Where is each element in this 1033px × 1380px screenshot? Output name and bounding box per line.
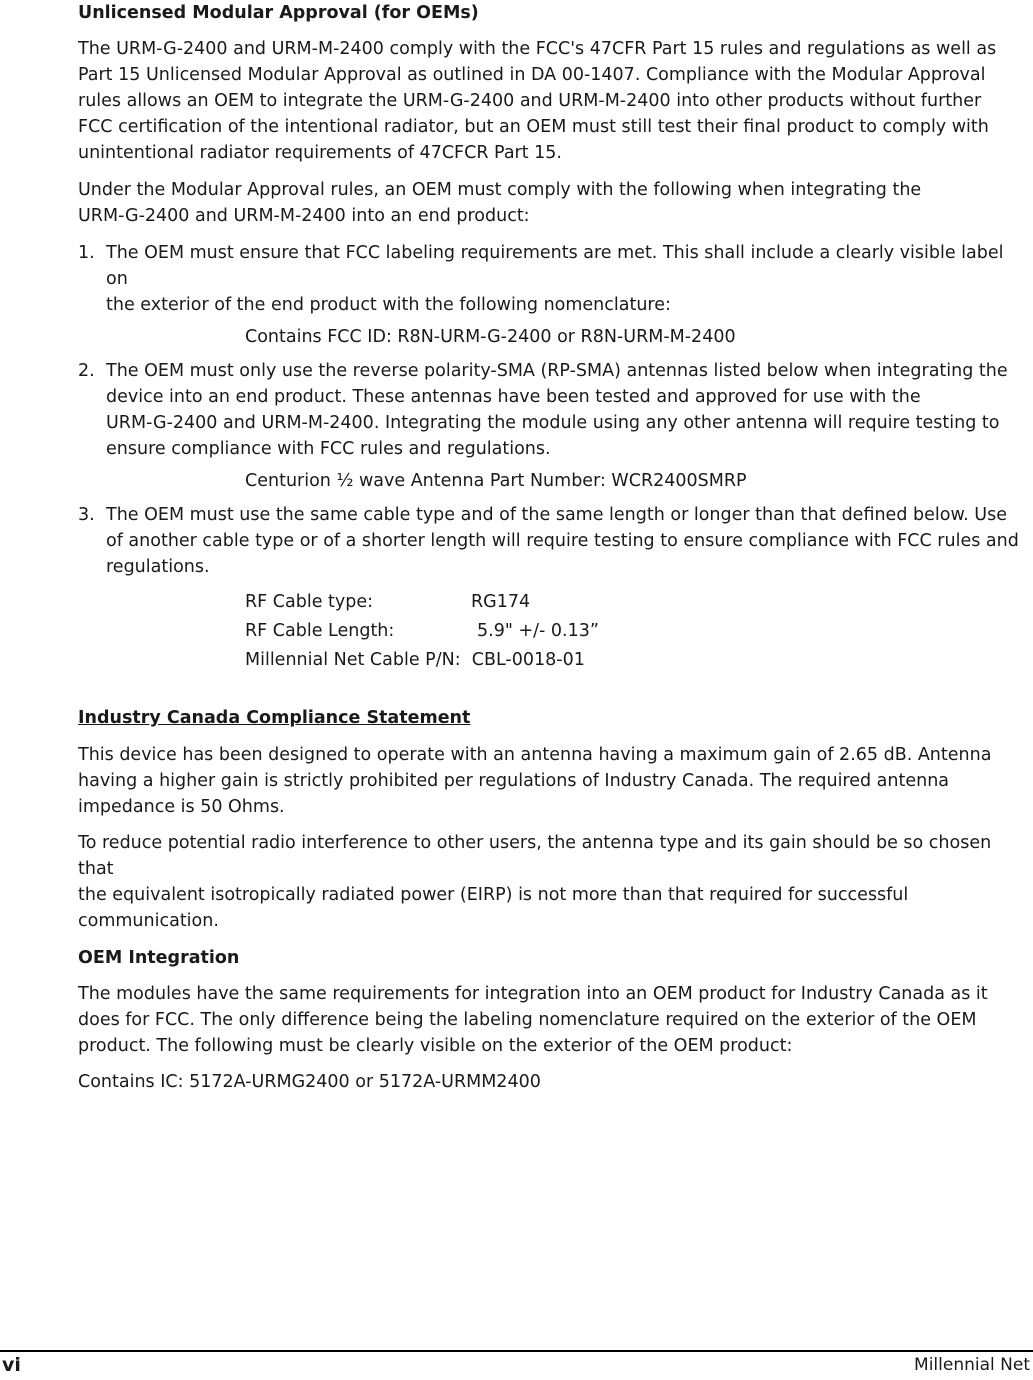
footer-company: Millennial Net	[914, 1355, 1030, 1375]
text-line: The OEM must only use the reverse polarity-SMA (RP-SMA) antennas listed below when integrating the	[106, 361, 1008, 381]
text-line: of another cable type or of a shorter length will require testing to ensure compliance with FCC rules and	[106, 531, 1019, 551]
cable-pn-value: CBL-0018-01	[471, 650, 585, 670]
fcc-heading: Unlicensed Modular Approval (for OEMs)	[78, 3, 479, 23]
text-line: The OEM must use the same cable type and of the same length or longer than that defined below. Use	[106, 505, 1007, 525]
text-line: does for FCC. The only difference being the labeling nomenclature required on the exterior of the OEM	[78, 1010, 977, 1030]
fcc-para-2	[78, 177, 1030, 229]
document-body	[78, 0, 1030, 1095]
list-number: 3.	[78, 505, 95, 525]
cable-type-row	[78, 589, 1030, 615]
antenna-line: Centurion ½ wave Antenna Part Number: WCR2400SMRP	[245, 471, 747, 491]
text-line: having a higher gain is strictly prohibited per regulations of Industry Canada. The required antenna	[78, 771, 950, 791]
text-line: FCC certification of the intentional radiator, but an OEM must still test their final product to comply with	[78, 117, 989, 137]
text-line: The modules have the same requirements for integration into an OEM product for Industry Canada as it	[78, 984, 988, 1004]
fcc-id-line: Contains FCC ID: R8N-URM-G-2400 or R8N-URM-M-2400	[245, 327, 736, 347]
text-line: the exterior of the end product with the following nomenclature:	[106, 295, 671, 315]
cable-pn-label: Millennial Net Cable P/N:	[245, 650, 461, 670]
text-line: The URM-G-2400 and URM-M-2400 comply with the FCC's 47CFR Part 15 rules and regulations as well as	[78, 39, 997, 59]
text-line: the equivalent isotropically radiated power (EIRP) is not more than that required for successful	[78, 885, 909, 905]
text-line: URM-G-2400 and URM-M-2400 into an end product:	[78, 206, 530, 226]
list-number: 2.	[78, 361, 95, 381]
text-line: regulations.	[106, 557, 210, 577]
ic-para-2	[78, 830, 1030, 934]
footer-divider	[0, 1350, 1033, 1352]
text-line: URM-G-2400 and URM-M-2400. Integrating the module using any other antenna will require testing to	[106, 413, 1000, 433]
ic-para-1	[78, 742, 1030, 820]
list-number: 1.	[78, 243, 95, 263]
cable-length-row	[78, 618, 1030, 644]
oem-heading: OEM Integration	[78, 948, 240, 968]
text-line: impedance is 50 Ohms.	[78, 797, 285, 817]
text-line: product. The following must be clearly visible on the exterior of the OEM product:	[78, 1036, 793, 1056]
text-line: Part 15 Unlicensed Modular Approval as outlined in DA 00-1407. Compliance with the Modular Approval	[78, 65, 986, 85]
text-line: communication.	[78, 911, 219, 931]
cable-type-value: RG174	[471, 592, 531, 612]
list-item-3	[78, 502, 1030, 580]
list-item-2	[78, 358, 1030, 462]
cable-pn-row	[78, 647, 1030, 673]
text-line: unintentional radiator requirements of 47CFCR Part 15.	[78, 143, 562, 163]
cable-length-label: RF Cable Length:	[245, 621, 395, 641]
list-item-1	[78, 240, 1030, 318]
text-line: Under the Modular Approval rules, an OEM must comply with the following when integrating the	[78, 180, 922, 200]
text-line: The OEM must ensure that FCC labeling requirements are met. This shall include a clearly visible label on	[106, 243, 1004, 289]
text-line: rules allows an OEM to integrate the URM-G-2400 and URM-M-2400 into other products without further	[78, 91, 982, 111]
cable-type-label: RF Cable type:	[245, 592, 374, 612]
fcc-para-1	[78, 36, 1030, 166]
text-line: This device has been designed to operate with an antenna having a maximum gain of 2.65 dB. Antenna	[78, 745, 992, 765]
text-line: device into an end product. These antennas have been tested and approved for use with the	[106, 387, 921, 407]
oem-para-1	[78, 981, 1030, 1059]
text-line: ensure compliance with FCC rules and regulations.	[106, 439, 551, 459]
cable-length-value: 5.9" +/- 0.13”	[477, 621, 599, 641]
ic-heading: Industry Canada Compliance Statement	[78, 708, 471, 728]
text-line: To reduce potential radio interference to other users, the antenna type and its gain should be so chosen that	[78, 833, 992, 879]
page-number: vi	[2, 1354, 21, 1376]
ic-contains-line: Contains IC: 5172A-URMG2400 or 5172A-URMM2400	[78, 1072, 541, 1092]
